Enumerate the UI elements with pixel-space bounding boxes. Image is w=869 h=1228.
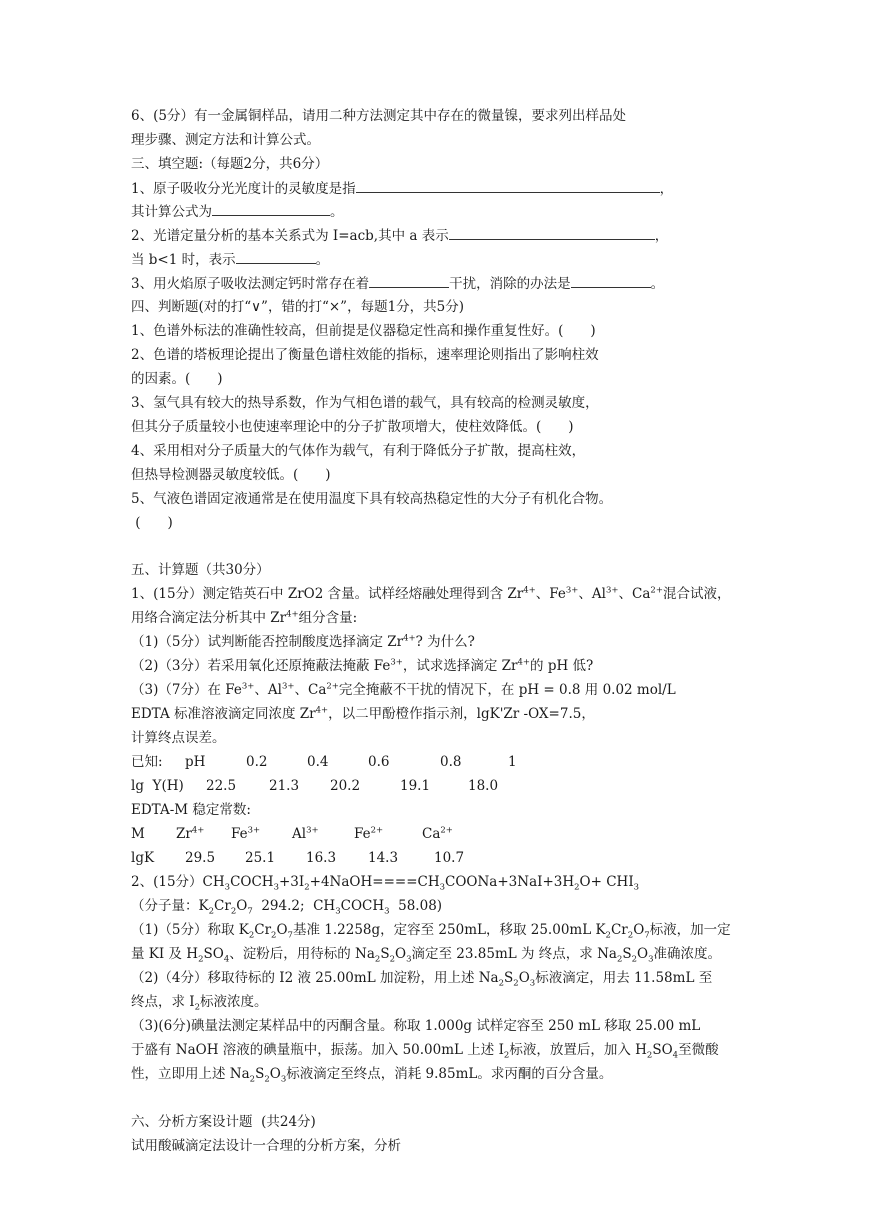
lgk-row-label: lgK	[131, 850, 155, 866]
section-5-title: 五、计算题（共30分）	[131, 562, 270, 578]
calc-2-part-3-line-1: （3)(6分)碘量法测定某样品中的丙酮含量。称取 1.000g 试样定容至 250 mL 移取 25.00 mL	[131, 1018, 701, 1034]
fill-question-3: 3、用火焰原子吸收法测定钙时常存在着 干扰，消除的办法是 。	[131, 276, 665, 292]
ph-value: 0.4	[307, 754, 329, 770]
lg-alpha-value: 20.2	[330, 778, 361, 794]
section-3-title: 三、填空题:（每题2分，共6分）	[131, 156, 329, 172]
fill-question-2-line-2: 当 b<1 时，表示 。	[131, 252, 330, 268]
question-6-line-1: 6、(5分）有一金属铜样品，请用二种方法测定其中存在的微量镍，要求列出样品处	[131, 108, 626, 124]
calc-2-part-1-line-1: （1)（5分）称取 $K_2Cr_2O_7$基准 1.2258g，定容至 250mL，移取 25.00mL $K_2Cr_2O_7$标液，加一定	[131, 922, 731, 941]
metal-ion: $Zr^{4+}$	[176, 825, 205, 842]
answer-blank	[449, 226, 655, 240]
lg-alpha-value: 19.1	[400, 778, 431, 794]
judge-question-5-line-2: ( )	[131, 515, 173, 531]
metal-row-label: M	[131, 826, 145, 842]
judge-question-5-line-1: 5、气液色谱固定液通常是在使用温度下具有较高热稳定性的大分子有机化合物。	[131, 491, 613, 507]
lgk-value: 10.7	[434, 850, 465, 866]
calc-1-part-3-line-2: EDTA 标准溶液滴定同浓度 $Zr^{4+}$，以二甲酚橙作指示剂，lgK'Zr -OX=7.5，	[131, 705, 595, 722]
metal-ion: $Fe^{3+}$	[231, 825, 261, 842]
answer-blank	[369, 274, 449, 288]
answer-blank	[571, 274, 651, 288]
lgk-value: 29.5	[185, 850, 216, 866]
lg-alpha-value: 21.3	[269, 778, 300, 794]
known-label: 已知:	[131, 754, 163, 770]
fill-question-1-line-1: 1、原子吸收分光光度计的灵敏度是指 ，	[131, 181, 674, 197]
lg-alpha-row-label: lg Y(H)	[131, 778, 184, 794]
question-6-line-2: 理步骤、测定方法和计算公式。	[131, 132, 320, 148]
judge-question-3-line-1: 3、氢气具有较大的热导系数，作为气相色谱的载气，具有较高的检测灵敏度，	[131, 395, 599, 411]
section-6-line-1: 试用酸碱滴定法设计一合理的分析方案，分析	[131, 1138, 401, 1154]
ph-value: 0.2	[246, 754, 268, 770]
calc-2-part-2-line-2: 终点，求 $I_2$标液浓度。	[131, 994, 268, 1013]
edta-stability-label: EDTA-M 稳定常数:	[131, 802, 251, 818]
metal-ion: $Ca^{2+}$	[422, 825, 453, 842]
calc-1-line-1: 1、(15分）测定锆英石中 ZrO2 含量。试样经熔融处理得到含 $Zr^{4+}$、$Fe^{3+}$、$Al^{3+}$、$Ca^{2+}$混合试液，	[131, 585, 731, 602]
calc-1-part-3-line-1: （3)（7分）在 $Fe^{3+}$、$Al^{3+}$、$Ca^{2+}$完全掩蔽不干扰的情况下，在 pH = 0.8 用 0.02 mol/L	[131, 681, 676, 698]
judge-question-1: 1、色谱外标法的准确性较高，但前提是仪器稳定性高和操作重复性好。( )	[131, 323, 596, 339]
answer-blank	[356, 179, 660, 193]
lgk-value: 14.3	[368, 850, 399, 866]
calc-2-part-1-line-2: 量 KI 及 $H_2SO_4$、淀粉后，用待标的 $Na_2S_2O_3$滴定至 23.85mL 为 终点，求 $Na_2S_2O_3$准确浓度。	[131, 946, 722, 965]
judge-question-2-line-2: 的因素。( )	[131, 371, 223, 387]
answer-blank	[236, 250, 316, 264]
judge-question-2-line-1: 2、色谱的塔板理论提出了衡量色谱柱效能的指标，速率理论则指出了影响柱效	[131, 347, 599, 363]
judge-question-4-line-2: 但热导检测器灵敏度较低。( )	[131, 467, 331, 483]
ph-value: 1	[508, 754, 517, 770]
ph-value: 0.6	[368, 754, 390, 770]
calc-2-equation: 2、(15分）$CH_3COCH_3+3I_2+4NaOH====CH_3COONa+3NaI+3H_2O+ CHI_3$	[131, 874, 640, 893]
calc-1-line-2: 用络合滴定法分析其中 $Zr^{4+}$组分含量:	[131, 609, 358, 626]
ph-row-label: pH	[185, 754, 206, 770]
calc-2-part-2-line-1: （2)（4分）移取待标的 I2 液 25.00mL 加淀粉，用上述 $Na_2S_2O_3$标液滴定，用去 11.58mL 至	[131, 970, 713, 989]
calc-2-molar-masses: （分子量：$K_2Cr_2O_7$ 294.2; $CH_3COCH_3$ 58.08)	[131, 898, 443, 917]
fill-question-1-line-2: 其计算公式为 。	[131, 204, 344, 220]
lgk-value: 16.3	[306, 850, 337, 866]
section-6-title: 六、分析方案设计题 (共24分)	[131, 1114, 316, 1130]
calc-2-part-3-line-2: 于盛有 NaOH 溶液的碘量瓶中，振荡。加入 50.00mL 上述 $I_2$标液，放置后，加入 $H_2SO_4$至微酸	[131, 1042, 719, 1061]
lg-alpha-value: 18.0	[468, 778, 499, 794]
calc-1-part-1: （1)（5分）试判断能否控制酸度选择滴定 $Zr^{4+}$? 为什么?	[131, 633, 475, 650]
judge-question-4-line-1: 4、采用相对分子质量大的气体作为载气，有利于降低分子扩散，提高柱效，	[131, 443, 586, 459]
calc-2-part-3-line-3: 性，立即用上述 $Na_2S_2O_3$标液滴定至终点，消耗 9.85mL。求丙酮的百分含量。	[131, 1066, 613, 1085]
calc-1-part-2: （2)（3分）若采用氧化还原掩蔽法掩蔽 $Fe^{3+}$，试求选择滴定 $Zr^{4+}$的 pH 低?	[131, 657, 594, 674]
ph-value: 0.8	[440, 754, 462, 770]
fill-question-2-line-1: 2、光谱定量分析的基本关系式为 I=acb,其中 a 表示 ，	[131, 228, 669, 244]
calc-1-part-3-line-3: 计算终点误差。	[131, 730, 226, 746]
lg-alpha-value: 22.5	[206, 778, 237, 794]
metal-ion: $Al^{3+}$	[292, 825, 319, 842]
judge-question-3-line-2: 但其分子质量较小也使速率理论中的分子扩散项增大，使柱效降低。( )	[131, 419, 574, 435]
section-4-title: 四、判断题(对的打“∨”，错的打“×”，每题1分，共5分)	[131, 299, 465, 315]
metal-ion: $Fe^{2+}$	[354, 825, 384, 842]
answer-blank	[212, 202, 330, 216]
lgk-value: 25.1	[245, 850, 276, 866]
